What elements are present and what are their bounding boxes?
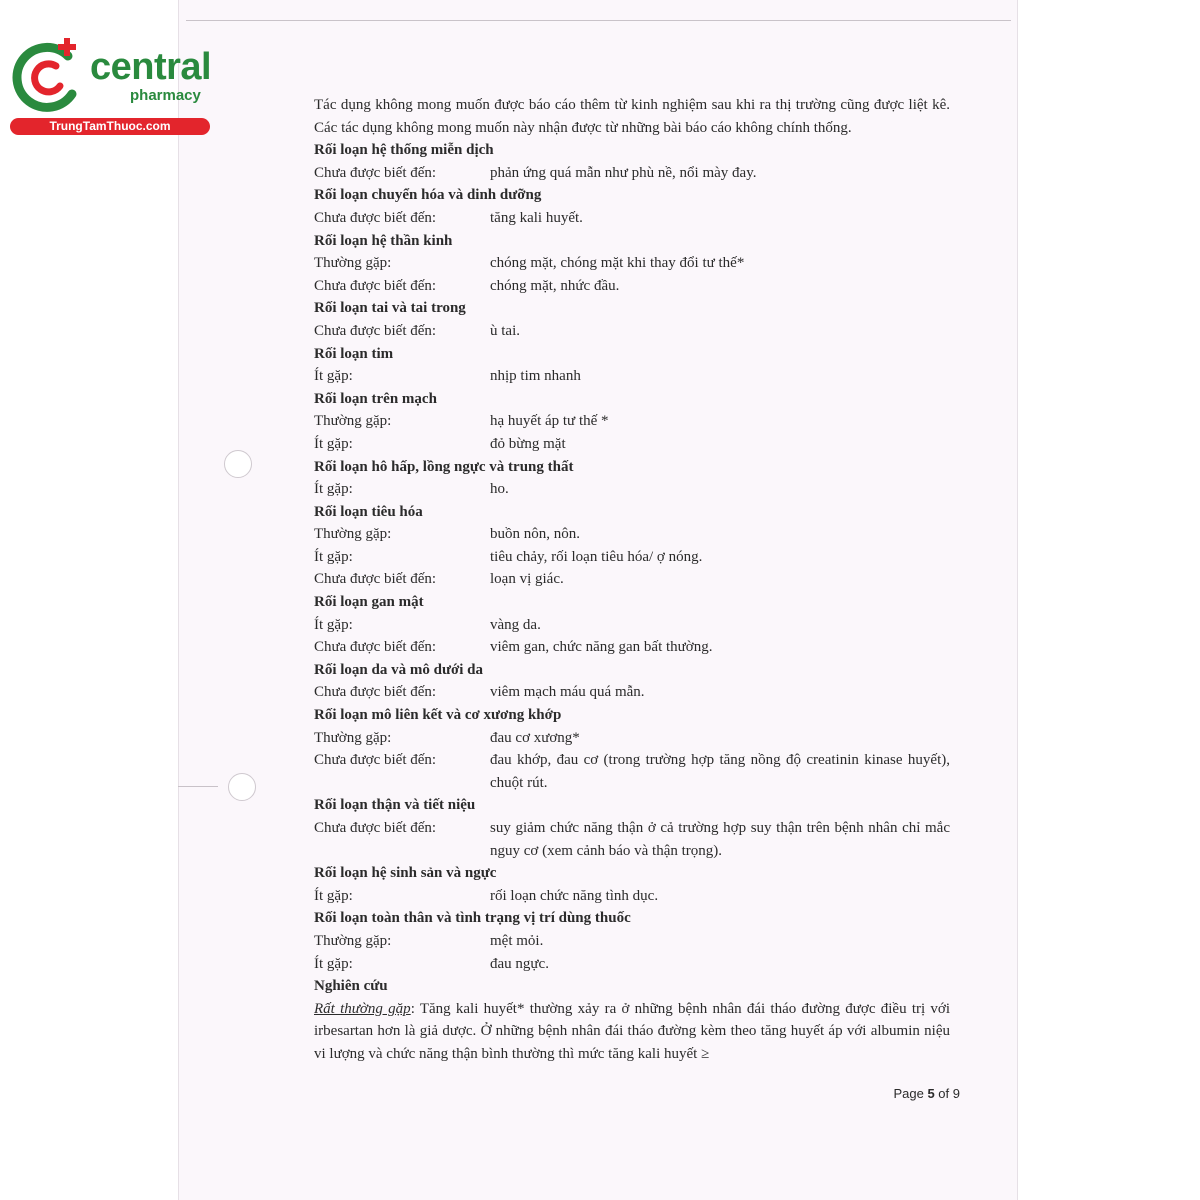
effect-row — [314, 275, 950, 298]
effect-row — [314, 749, 950, 794]
study-text: : Tăng kali huyết* thường xảy ra ở những bệnh nhân đái tháo đường được điều trị với irbesartan hơn là giả dược. Ở những bệnh nhân đái tháo đường kèm theo tăng huyết áp với albumin niệu vi lượng và chức năng thận bình thường thì mức tăng kali huyết ≥ — [314, 1000, 951, 1062]
punch-hole-top — [224, 450, 252, 478]
section-heading: Rối loạn hệ sinh sản và ngực — [314, 865, 497, 882]
effect-description: chóng mặt, nhức đầu. — [490, 277, 620, 294]
frequency-label: Chưa được biết đến: — [314, 164, 437, 181]
frequency-label: Thường gặp: — [314, 526, 392, 543]
effect-row — [314, 433, 950, 456]
effect-description: rối loạn chức năng tình dục. — [490, 887, 659, 904]
frequency-label: Chưa được biết đến: — [314, 639, 437, 656]
effect-description: phản ứng quá mẫn như phù nề, nổi mày đay. — [490, 164, 757, 181]
frequency-label: Chưa được biết đến: — [314, 684, 437, 701]
frequency-label: Chưa được biết đến: — [314, 752, 437, 769]
effect-row — [314, 207, 950, 230]
effect-description: ù tai. — [490, 322, 520, 339]
frequency-label: Ít gặp: — [314, 955, 353, 972]
section-heading: Rối loạn trên mạch — [314, 390, 437, 407]
effect-row — [314, 953, 950, 976]
effect-row — [314, 614, 950, 637]
frequency-label: Thường gặp: — [314, 932, 392, 949]
effect-description: hạ huyết áp tư thế * — [490, 413, 609, 430]
frequency-label: Chưa được biết đến: — [314, 209, 437, 226]
section-heading: Rối loạn gan mật — [314, 594, 424, 611]
effect-row — [314, 817, 950, 862]
effect-row — [314, 523, 950, 546]
effect-row — [314, 681, 950, 704]
section-heading: Rối loạn chuyển hóa và dinh dưỡng — [314, 187, 542, 204]
effect-row — [314, 930, 950, 953]
effect-description: suy giảm chức năng thận ở cả trường hợp suy thận trên bệnh nhân chỉ mắc nguy cơ (xem cảnh báo và thận trọng). — [490, 820, 950, 859]
effect-description: đau cơ xương* — [490, 729, 580, 746]
frequency-label: Ít gặp: — [314, 368, 353, 385]
section-heading: Rối loạn mô liên kết và cơ xương khớp — [314, 707, 562, 724]
effect-row — [314, 546, 950, 569]
logo-wordmark: central — [90, 46, 212, 88]
section-heading: Rối loạn hệ thống miễn dịch — [314, 142, 494, 159]
page-number: Page 5 of 9 — [893, 1086, 960, 1101]
total-pages: 9 — [952, 1086, 960, 1101]
effect-row — [314, 162, 950, 185]
effect-description: ho. — [490, 481, 509, 498]
study-frequency-label: Rất thường gặp — [314, 1000, 411, 1017]
effect-row — [314, 568, 950, 591]
section-heading: Rối loạn toàn thân và tình trạng vị trí dùng thuốc — [314, 910, 631, 927]
effect-row — [314, 320, 950, 343]
frequency-label: Thường gặp: — [314, 413, 392, 430]
effect-row — [314, 727, 950, 750]
effect-description: loạn vị giác. — [490, 571, 564, 588]
frequency-label: Chưa được biết đến: — [314, 277, 437, 294]
effect-row — [314, 365, 950, 388]
section-heading: Rối loạn hô hấp, lồng ngực và trung thất — [314, 458, 574, 475]
effect-description: buồn nôn, nôn. — [490, 526, 580, 543]
pharmacy-cross-icon — [10, 36, 90, 116]
top-rule — [186, 20, 1011, 21]
effect-description: đau ngực. — [490, 955, 549, 972]
effect-description: đỏ bừng mặt — [490, 435, 566, 452]
logo-subtitle: pharmacy — [130, 87, 201, 104]
effect-row — [314, 252, 950, 275]
intro-paragraph: Tác dụng không mong muốn được báo cáo thêm từ kinh nghiệm sau khi ra thị trường cũng được liệt kê. Các tác dụng không mong muốn này nhận được từ những bài báo cáo không chính thống. — [314, 97, 950, 136]
effect-row — [314, 478, 950, 501]
frequency-label: Thường gặp: — [314, 255, 392, 272]
effect-description: tăng kali huyết. — [490, 209, 583, 226]
study-paragraph — [314, 998, 950, 1066]
effect-description: vàng da. — [490, 616, 541, 633]
effect-description: viêm gan, chức năng gan bất thường. — [490, 639, 713, 656]
fold-mark — [178, 786, 218, 787]
section-heading: Rối loạn hệ thần kinh — [314, 232, 453, 249]
study-heading: Nghiên cứu — [314, 978, 388, 995]
section-heading: Rối loạn tai và tai trong — [314, 300, 466, 317]
frequency-label: Ít gặp: — [314, 887, 353, 904]
section-heading: Rối loạn thận và tiết niệu — [314, 797, 476, 814]
frequency-label: Ít gặp: — [314, 548, 353, 565]
effect-description: đau khớp, đau cơ (trong trường hợp tăng nồng độ creatinin kinase huyết), chuột rút. — [490, 752, 950, 791]
effect-row — [314, 636, 950, 659]
frequency-label: Chưa được biết đến: — [314, 322, 437, 339]
effect-row — [314, 410, 950, 433]
effect-description: tiêu chảy, rối loạn tiêu hóa/ ợ nóng. — [490, 548, 703, 565]
section-heading: Rối loạn tiêu hóa — [314, 503, 423, 520]
effect-description: mệt mỏi. — [490, 932, 544, 949]
section-heading: Rối loạn tim — [314, 345, 394, 362]
document-body — [314, 94, 950, 1066]
frequency-label: Chưa được biết đến: — [314, 571, 437, 588]
effect-description: chóng mặt, chóng mặt khi thay đổi tư thế* — [490, 255, 745, 272]
section-heading: Rối loạn da và mô dưới da — [314, 661, 484, 678]
logo-url[interactable]: TrungTamThuoc.com — [49, 119, 171, 133]
punch-hole-bottom — [228, 773, 256, 801]
current-page: 5 — [927, 1086, 935, 1101]
frequency-label: Ít gặp: — [314, 481, 353, 498]
adverse-effects-sections — [314, 139, 950, 975]
frequency-label: Chưa được biết đến: — [314, 820, 437, 836]
effect-description: viêm mạch máu quá mẫn. — [490, 684, 645, 701]
frequency-label: Ít gặp: — [314, 435, 353, 452]
frequency-label: Thường gặp: — [314, 729, 392, 746]
effect-description: nhịp tim nhanh — [490, 368, 581, 385]
effect-row — [314, 885, 950, 908]
frequency-label: Ít gặp: — [314, 616, 353, 633]
